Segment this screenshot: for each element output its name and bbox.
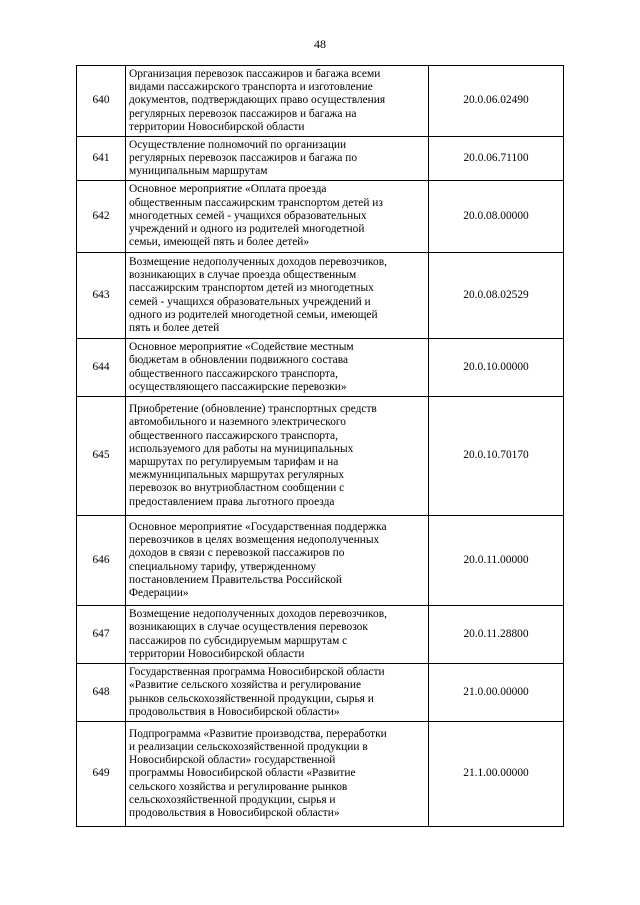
page-number: 48 [314, 37, 326, 51]
row-code: 20.0.06.71100 [429, 137, 564, 181]
table-row [77, 664, 564, 722]
row-code: 20.0.06.02490 [429, 66, 564, 137]
row-name-text: Организация перевозок пассажиров и багажа всеми видами пассажирского транспорта и изготовление документов, подтверждающих право осуществления регулярных перевозок пассажиров и багажа на территории Новосибирской области [129, 67, 386, 133]
table-row [77, 253, 564, 339]
row-number: 646 [77, 516, 126, 606]
row-name-text: Основное мероприятие «Содействие местным бюджетам в обновлении подвижного состава общественного пассажирского транспорта, осуществляющего пассажирские перевозки» [129, 341, 354, 393]
table-body [77, 66, 564, 827]
row-name [126, 181, 429, 253]
row-name [126, 339, 429, 397]
row-name [126, 722, 429, 827]
row-name [126, 253, 429, 339]
row-name-text: Возмещение недополученных доходов перевозчиков, возникающих в случае осуществления перевозок пассажиров по субсидируемым маршрутам с территории Новосибирской области [129, 608, 387, 660]
row-name [126, 137, 429, 181]
row-code: 20.0.11.00000 [429, 516, 564, 606]
table-row [77, 516, 564, 606]
table-row [77, 66, 564, 137]
table-row [77, 339, 564, 397]
row-code: 20.0.08.02529 [429, 253, 564, 339]
row-number: 644 [77, 339, 126, 397]
row-name-text: Приобретение (обновление) транспортных средств автомобильного и наземного электрического общественного пассажирского транспорта, используемого для работы на муниципальных маршрутах по регулируемым тарифам и на межмуниципальных маршрутах регулярных перевозок во внутриобластном сообщении с предоставлением права льготного проезда [129, 403, 377, 508]
row-code: 20.0.08.00000 [429, 181, 564, 253]
row-code: 20.0.10.00000 [429, 339, 564, 397]
row-number: 643 [77, 253, 126, 339]
row-number: 642 [77, 181, 126, 253]
row-name-text: Основное мероприятие «Государственная поддержка перевозчиков в целях возмещения недополученных доходов в связи с перевозкой пассажиров по специальному тарифу, утвержденному постановлением Правительства Российской Федерации» [129, 520, 387, 599]
row-number: 649 [77, 722, 126, 827]
table-row [77, 397, 564, 516]
row-name-text: Подпрограмма «Развитие производства, переработки и реализации сельскохозяйственной продукции в Новосибирской области» государственной программы Новосибирской области «Развитие сельского хозяйства и регулирование рынков сельскохозяйственной продукции, сырья и продовольствия в Новосибирской области» [129, 727, 387, 819]
row-number: 645 [77, 397, 126, 516]
row-name-text: Возмещение недополученных доходов перевозчиков, возникающих в случае проезда общественным пассажирским транспортом детей из многодетных семей - учащихся образовательных учреждений и одного из родителей многодетной семьи, имеющей пять и более детей [129, 255, 387, 334]
table-row [77, 181, 564, 253]
row-code: 20.0.10.70170 [429, 397, 564, 516]
row-name-text: Основное мероприятие «Оплата проезда общественным пассажирским транспортом детей из многодетных семей - учащихся образовательных учреждений и одного из родителей многодетной семьи, имеющей пять и более детей» [129, 183, 383, 249]
row-code: 20.0.11.28800 [429, 606, 564, 664]
row-name [126, 397, 429, 516]
row-number: 640 [77, 66, 126, 137]
row-code: 21.1.00.00000 [429, 722, 564, 827]
budget-classification-table [76, 65, 564, 827]
row-number: 647 [77, 606, 126, 664]
row-name [126, 606, 429, 664]
row-name [126, 516, 429, 606]
table-row [77, 722, 564, 827]
table-row [77, 137, 564, 181]
table-row [77, 606, 564, 664]
row-number: 648 [77, 664, 126, 722]
row-code: 21.0.00.00000 [429, 664, 564, 722]
row-name [126, 66, 429, 137]
row-number: 641 [77, 137, 126, 181]
row-name-text: Государственная программа Новосибирской области «Развитие сельского хозяйства и регулирование рынков сельскохозяйственной продукции, сырья и продовольствия в Новосибирской области» [129, 666, 385, 718]
row-name-text: Осуществление полномочий по организации регулярных перевозок пассажиров и багажа по муниципальным маршрутам [129, 138, 358, 178]
row-name [126, 664, 429, 722]
